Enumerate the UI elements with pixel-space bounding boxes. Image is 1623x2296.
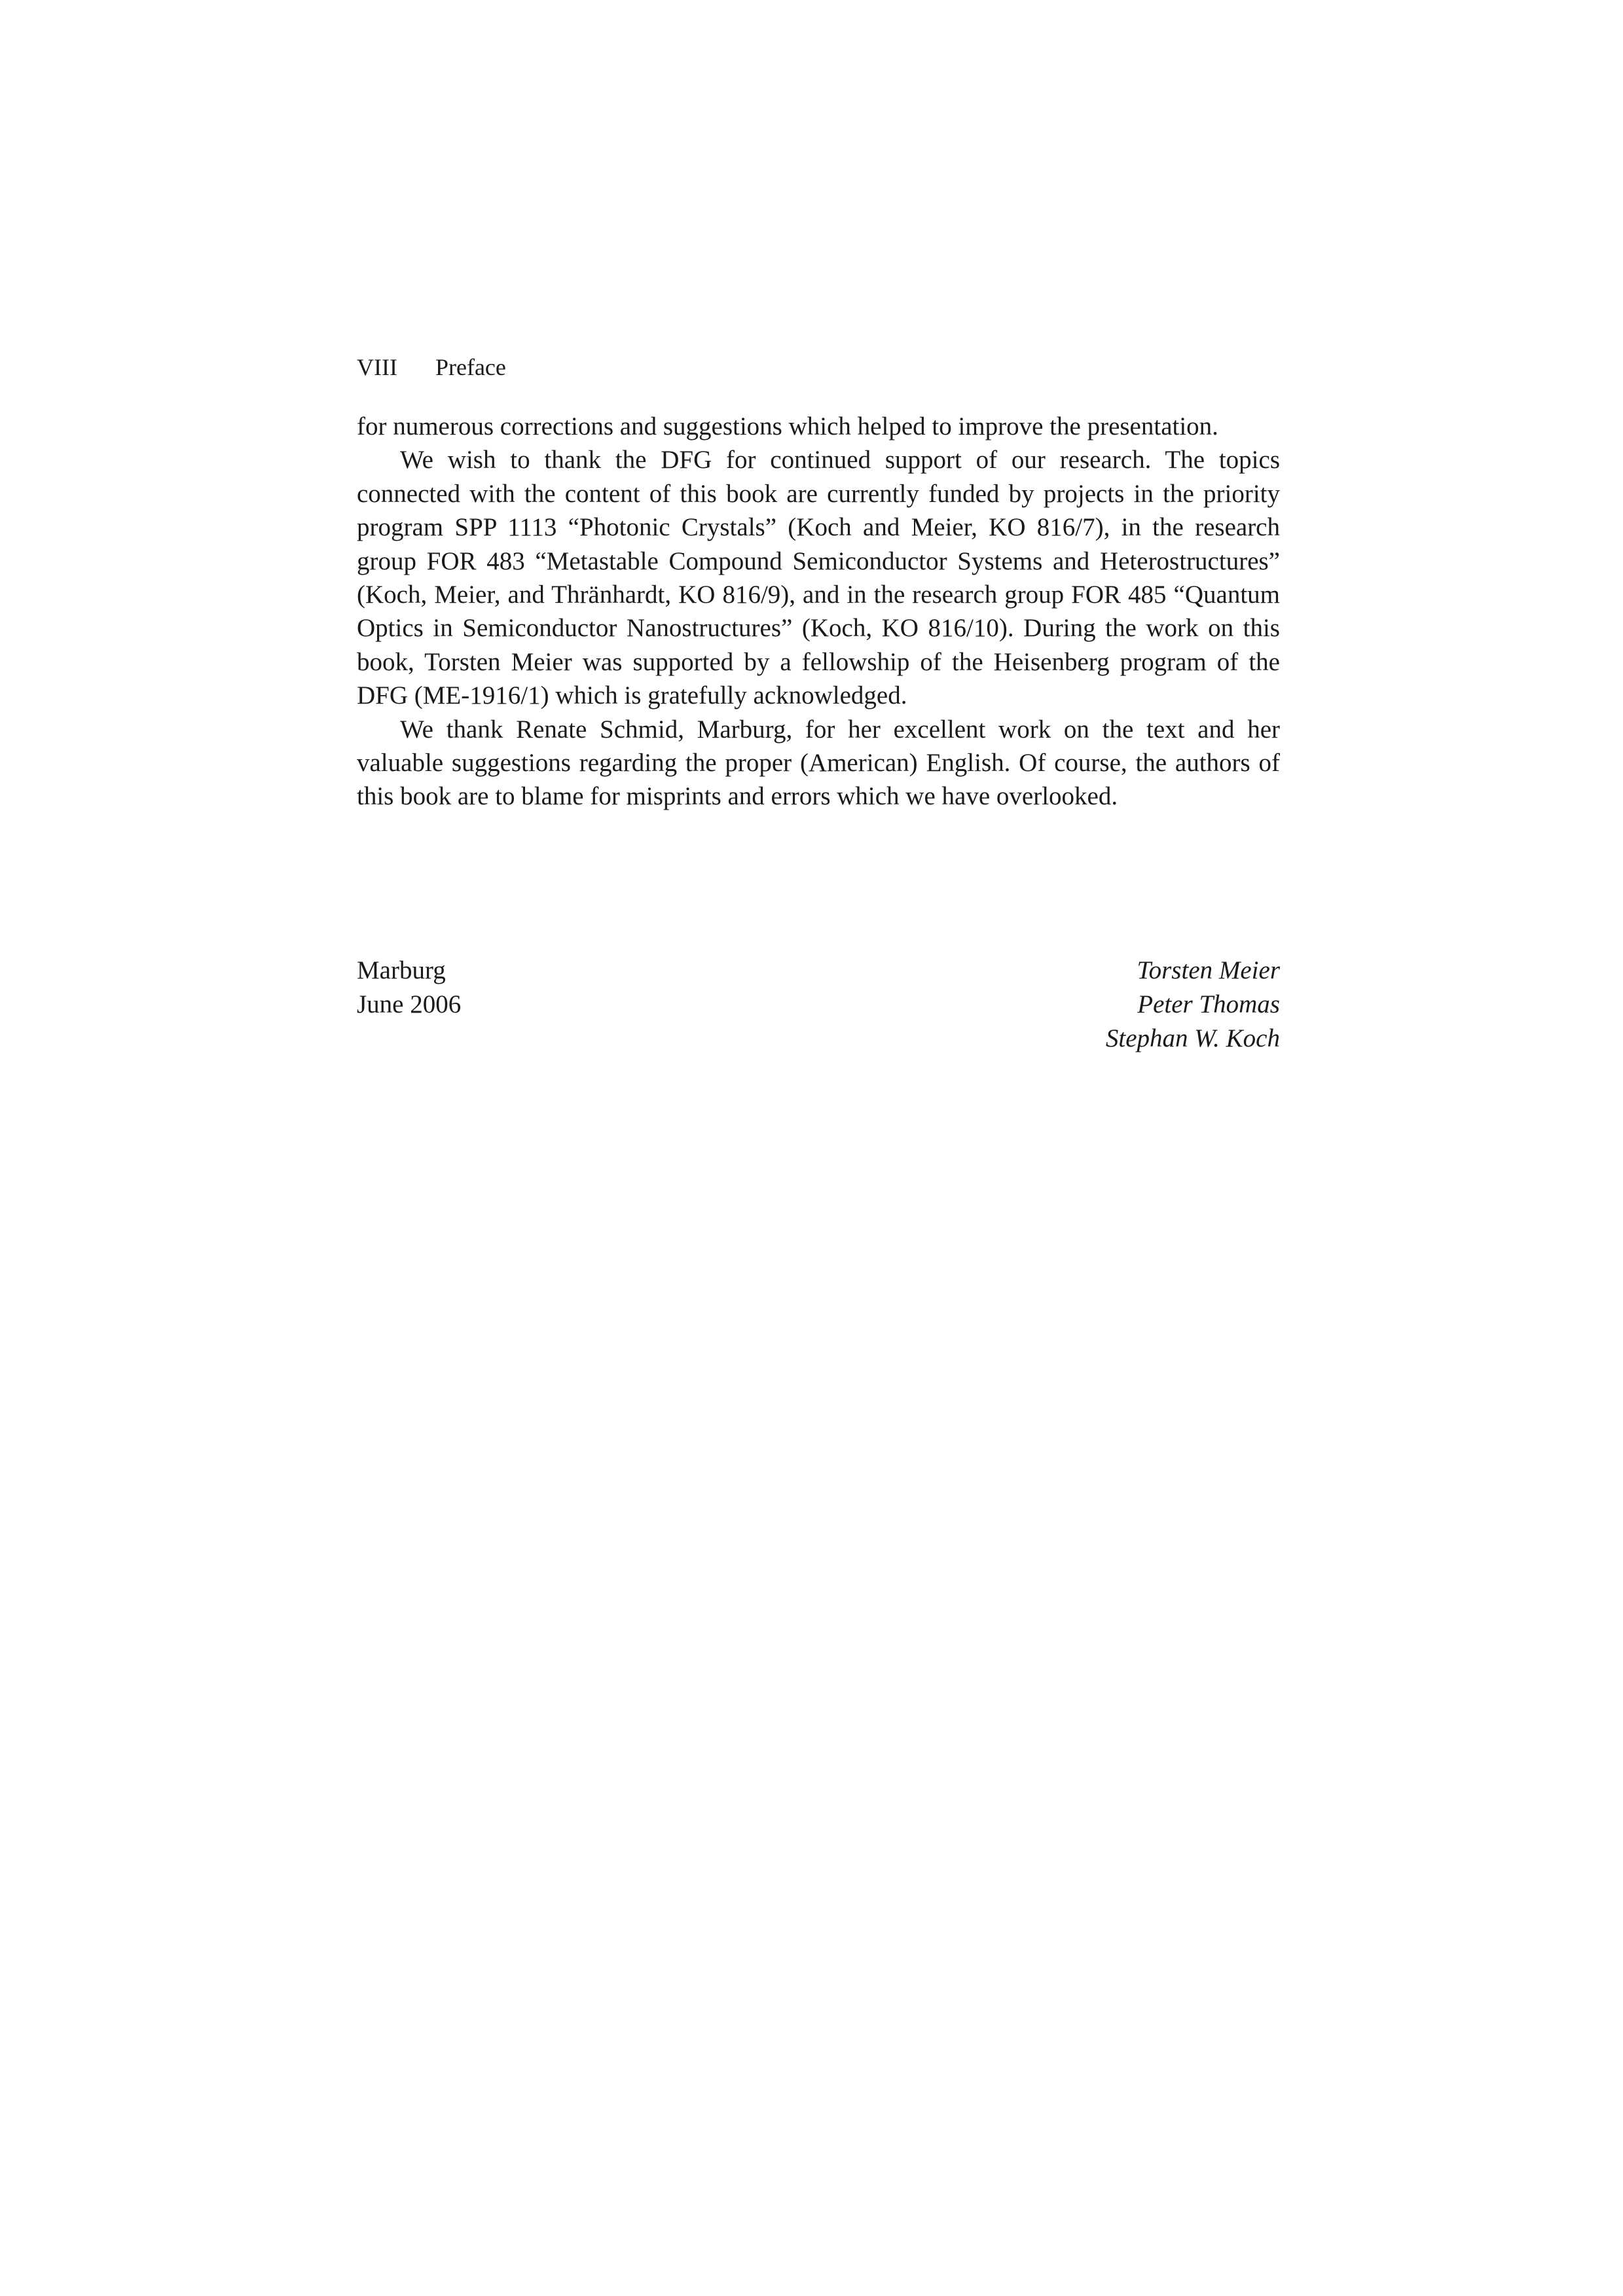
paragraph-editing-acknowledgment: We thank Renate Schmid, Marburg, for her excellent work on the text and her valuable suggestions regarding the proper (American) English. Of course, the authors of this book are to blame for misprints and errors which we have overlooked. [357,715,1280,811]
author-name: Peter Thomas [1137,990,1280,1018]
paragraph-continuation: for numerous corrections and suggestions which helped to improve the presentation. [357,412,1218,440]
place: Marburg [357,956,446,984]
running-title: Preface [435,354,506,380]
date: June 2006 [357,990,462,1018]
page-number: VIII [357,354,397,380]
signature-block [357,954,1280,1058]
place-date [357,954,461,1022]
author-list [1106,954,1280,1056]
paragraph-dfg-acknowledgment: We wish to thank the DFG for continued support of our research. The topics connected with the content of this book are currently funded by projects in the priority program SPP 1113 “Photonic Crystals” (Koch and Meier, KO 816/7), in the research group FOR 483 “Metastable Compound Semiconductor Systems and Heterostructures” (Koch, Meier, and Thränhardt, KO 816/9), and in the research group FOR 485 “Quantum Optics in Semiconductor Nanostructures” (Koch, KO 816/10). During the work on this book, Torsten Meier was supported by a fellowship of the Heisenberg program of the DFG (ME-1916/1) which is gratefully acknowledged. [357,446,1280,710]
author-name: Stephan W. Koch [1105,1024,1280,1052]
running-header [357,351,1280,384]
author-name: Torsten Meier [1137,956,1280,984]
preface-body [357,410,1280,814]
